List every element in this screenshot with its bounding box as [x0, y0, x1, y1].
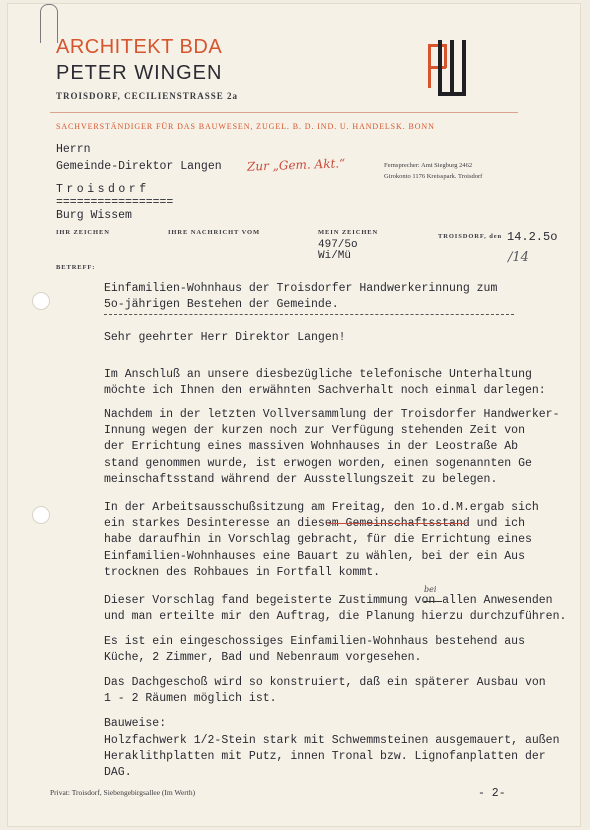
recipient-block [56, 141, 222, 224]
paragraph-line: habe daraufhin in Vorschlag gebracht, für die Errichtung eines [104, 533, 532, 547]
contact-account: Girokonto 1176 Kreisspark. Troisdorf [384, 173, 483, 180]
handwritten-note: Zur „Gem. Akt.“ [246, 156, 346, 174]
contact-phone: Fernsprecher: Amt Siegburg 2462 [384, 162, 473, 169]
paragraph-line: Innung wegen der kurzen noch zur Verfügung stehenden Zeit von [104, 424, 525, 438]
letterhead-department: SACHVERSTÄNDIGER FÜR DAS BAUWESEN, ZUGEL. B. D. IND. U. HANDELSK. BONN [56, 122, 435, 131]
paragraph-5 [104, 634, 574, 666]
recipient-title: Gemeinde-Direktor Langen [56, 160, 222, 173]
red-underline-mark [325, 519, 469, 524]
place-label: TROISDORF, den [438, 233, 503, 240]
paragraph-line: ein starkes Desinteresse an diesem Gemeinschaftsstand und ich [104, 517, 525, 531]
handwritten-insert: bei [424, 585, 437, 594]
paragraph-line: Nachdem in der letzten Vollversammlung der Troisdorfer Handwerker- [104, 408, 560, 421]
paragraph-4 [104, 593, 574, 625]
paragraph-line: Küche, 2 Zimmer, Bad und Nebenraum vorgesehen. [104, 651, 422, 665]
strike-through-mark [424, 601, 442, 602]
paragraph-line: Einfamilien-Wohnhauses eine Bauart zu wählen, bei der ein Aus [104, 549, 525, 563]
footer-private-address: Privat: Troisdorf, Siebengebirgsallee (Im Werth) [50, 788, 196, 797]
paragraph-line: und man erteilte mir den Auftrag, die Planung hierzu durchzuführen. [104, 610, 567, 624]
contact-info [384, 160, 482, 182]
betreff-underline [104, 314, 514, 315]
letterhead-org: ARCHITEKT BDA [56, 36, 223, 58]
letter-date: 14.2.5o [507, 230, 558, 244]
paragraph-line: Es ist ein eingeschossiges Einfamilien-Wohnhaus bestehend aus [104, 635, 525, 648]
page-number: - 2- [478, 787, 506, 800]
paragraph-line: Dieser Vorschlag fand begeisterte Zustimmung von allen Anwesenden [104, 594, 553, 607]
paragraph-line: Holzfachwerk 1/2-Stein stark mit Schwemmsteinen ausgemauert, außen [104, 734, 560, 747]
punch-hole [32, 506, 50, 524]
mein-zeichen-value: 497/5o [318, 239, 358, 251]
punch-hole [32, 292, 50, 310]
paragraph-1 [104, 367, 574, 399]
paragraph-line: stand genommen wurde, ist erwogen worden, einen sogenannten Ge [104, 456, 532, 470]
recipient-city: Troisdorf [56, 183, 150, 196]
betreff-line-1: Einfamilien-Wohnhaus der Troisdorfer Handwerkerinnung zum [104, 282, 498, 295]
paragraph-line: meinschaftsstand während der Ausstellungszeit zu belegen. [104, 472, 498, 486]
salutation: Sehr geehrter Herr Direktor Langen! [104, 331, 346, 344]
letterhead-divider [50, 112, 518, 113]
ihr-zeichen-label: IHR ZEICHEN [56, 229, 110, 236]
paragraph-line: Das Dachgeschoß wird so konstruiert, daß ein späterer Ausbau von [104, 676, 546, 689]
paragraph-line: der Errichtung eines massiven Wohnhauses in der Leostraße Ab [104, 440, 519, 454]
paragraph-line: möchte ich Ihnen den erwähnten Sachverhalt noch einmal darlegen: [104, 384, 546, 398]
mein-zeichen-label: MEIN ZEICHEN [318, 229, 379, 236]
paragraph-line: DAG. [104, 766, 132, 780]
paragraph-6 [104, 675, 574, 707]
paragraph-7 [104, 733, 574, 782]
mein-zeichen-initials: Wi/Mü [318, 250, 352, 262]
recipient-salutation: Herrn [56, 143, 91, 156]
paragraph-line: Heraklithplatten mit Putz, innen Tronal bzw. Lignofanplatten der [104, 750, 546, 764]
letterhead-name: PETER WINGEN [56, 62, 223, 84]
paragraph-line: Im Anschluß an unsere diesbezügliche telefonische Unterhaltung [104, 368, 532, 381]
paragraph-7-heading: Bauweise: [104, 717, 167, 730]
paragraph-line: trocknen des Rohbaues in Fortfall kommt. [104, 565, 381, 579]
letterhead-address: TROISDORF, CECILIENSTRASSE 2a [56, 91, 238, 101]
recipient-address: Burg Wissem [56, 209, 132, 222]
recipient-rule: ================= [56, 196, 174, 209]
betreff-label: BETREFF: [56, 264, 96, 271]
paragraph-line: In der Arbeitsausschußsitzung am Freitag, den 1o.d.M.ergab sich [104, 501, 539, 514]
paragraph-3 [104, 500, 574, 581]
ihre-nachricht-label: IHRE NACHRICHT VOM [168, 229, 261, 236]
paragraph-line: 1 - 2 Räumen möglich ist. [104, 692, 277, 706]
handwritten-number: /14 [508, 250, 529, 265]
betreff-line-2: 5o-jährigen Bestehen der Gemeinde. [104, 298, 339, 311]
paragraph-2 [104, 407, 574, 488]
architect-logo-icon [428, 40, 468, 96]
